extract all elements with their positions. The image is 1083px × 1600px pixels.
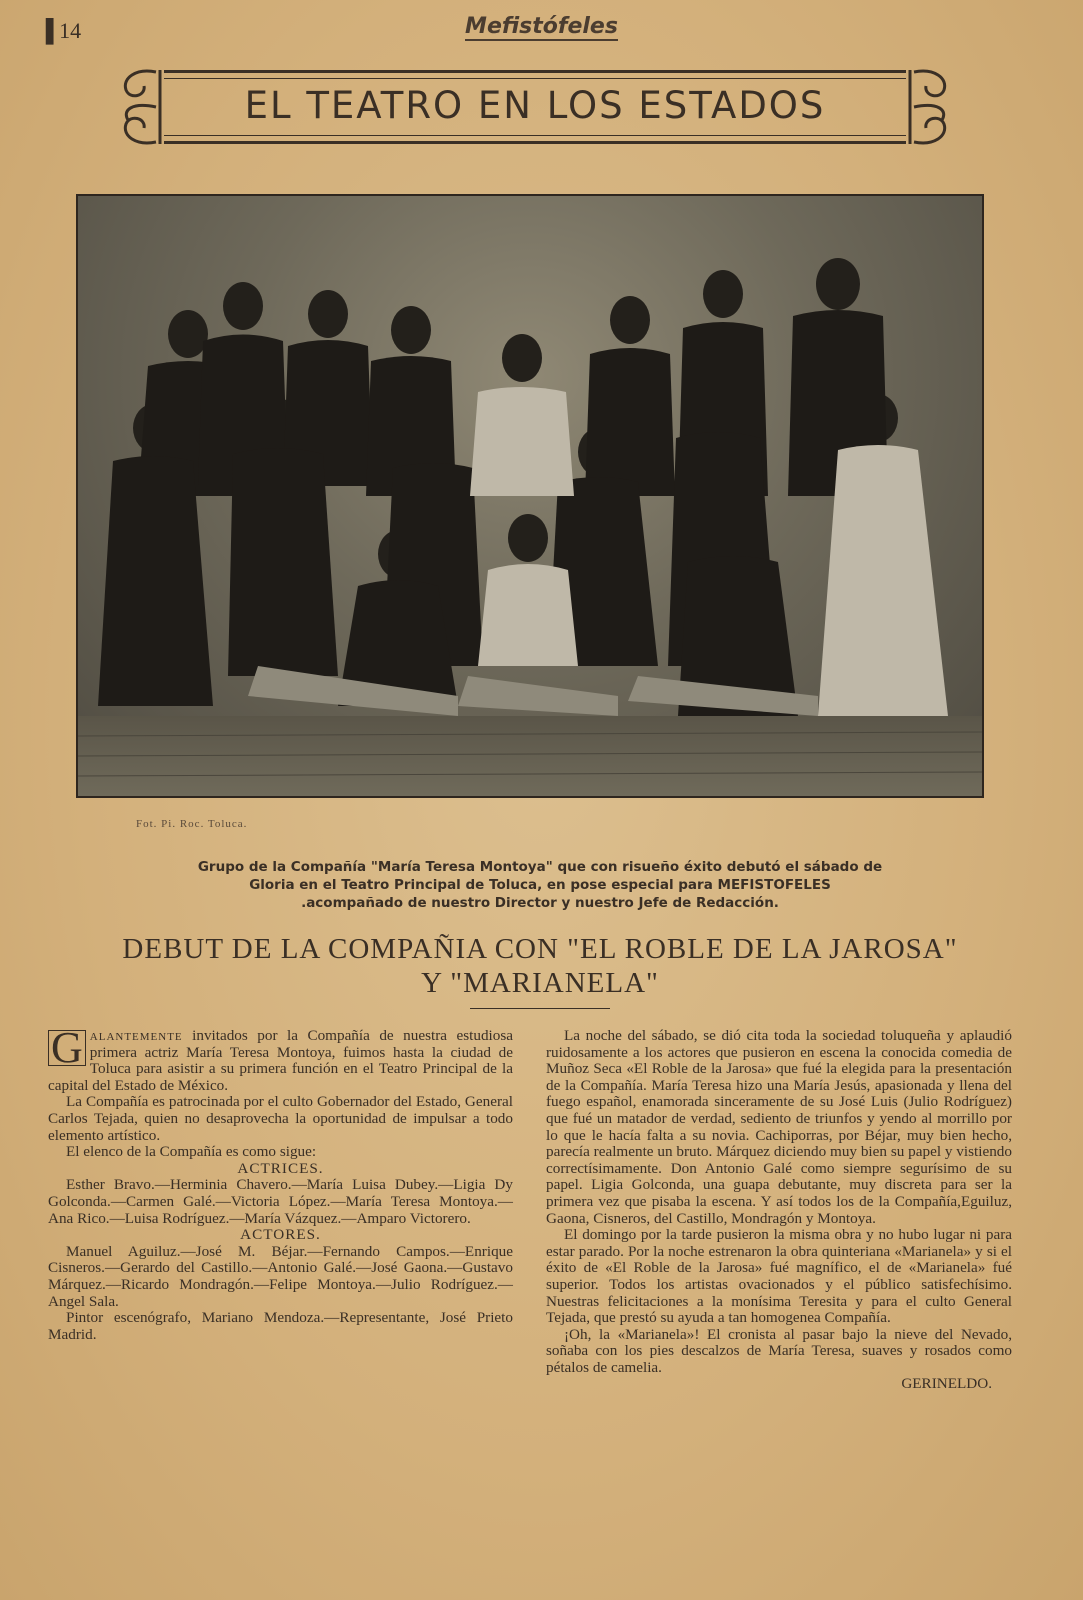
masthead <box>0 14 1083 39</box>
headline-line: Y "MARIANELA" <box>421 967 659 999</box>
article-paragraph: El domingo por la tarde pusieron la misma obra y no hubo lugar ni para estar parado. Por la noche estrenaron la obra quinteriana «Marianela» y si el éxito de «El Roble de la Jarosa» fué magnífico, el de «Marianela» fué superior. Todos los artistas ovacionados y el público satisfechísimo. Nuestras felicitaciones a la monísima Teresita y para el culto General Tejada, que prestó su ayuda a tan homogenea Compañía. <box>546 1226 1012 1327</box>
drop-cap: G <box>48 1030 86 1066</box>
article-paragraph: El elenco de la Compañía es como sigue: <box>66 1143 317 1161</box>
group-photograph <box>76 194 984 798</box>
cast-list-actresses: Esther Bravo.—Herminia Chavero.—María Luisa Dubey.—Ligia Dy Golconda.—Carmen Galé.—Victoria López.—María Teresa Montoya.—Ana Rico.—Luisa Rodríguez.—María Vázquez.—Amparo Victorero. <box>48 1176 513 1227</box>
article-paragraph <box>48 1023 513 1094</box>
cast-list-actors: Manuel Aguiluz.—José M. Béjar.—Fernando Campos.—Enrique Cisneros.—Gerardo del Castillo.—Antonio Galé.—José Gaona.—Gustavo Márquez.—Ricardo Mondragón.—Felipe Montoya.—Julio Rodríguez.—Angel Sala. <box>48 1242 513 1310</box>
section-banner <box>116 66 954 148</box>
page-number-text: 14 <box>59 18 82 43</box>
article-paragraph: ¡Oh, la «Marianela»! El cronista al pasar bajo la nieve del Nevado, soñaba con los pies descalzos de María Teresa, suaves y rosados como pétalos de camelia. <box>546 1325 1012 1376</box>
caption-line: Gloria en el Teatro Principal de Toluca, en pose especial para MEFISTOFELES <box>249 877 831 893</box>
staff-paragraph: Pintor escenógrafo, Mariano Mendoza.—Representante, José Prieto Madrid. <box>48 1309 513 1343</box>
article-paragraph: La noche del sábado, se dió cita toda la sociedad toluqueña y aplaudió ruidosamente a los actores que pusieron en escena la conocida comedia de Muñoz Seca «El Roble de la Jarosa» que fué la elegida para la presentación de la Compañía. María Teresa hizo una María Jesús, apasionada y llena del fuego español, enamorada sinceramente de su José Luis (Julio Rodríguez) que fué un matador de verdad, sediento de triunfos y yendo al morrillo por lo que le hacía falta a su novia. Cachiporras, por Béjar, muy bien hecho, parecía realmente un bruto. Márquez diciendo muy bien su papel y vistiendo correctísimamente. Don Antonio Galé como siempre segurísimo de su papel. Ligia Golconda, una guapa debutante, muy discreta para ser la primera vez que pisaba la escena. Y así todos los de la Compañía,Eguiluz, Gaona, Cisneros, del Castillo, Mondragón y Montoya. <box>546 1027 1012 1227</box>
author-signature: GERINELDO. <box>901 1375 992 1393</box>
headline-line: DEBUT DE LA COMPAÑIA CON "EL ROBLE DE LA JAROSA" <box>122 933 958 965</box>
article-column-left <box>48 1023 513 1343</box>
caption-line: .acompañado de nuestro Director y nuestro Jefe de Redacción. <box>301 895 779 911</box>
caption-line: Grupo de la Compañía "María Teresa Montoya" que con risueño éxito debutó el sábado de <box>197 859 883 875</box>
cast-heading-actresses: ACTRICES. <box>237 1159 324 1177</box>
paragraph-text: invitados por la Compañía de nuestra estudiosa primera actriz María Teresa Montoya, fuimos hasta la ciudad de Toluca para asistir a su primera función en el Teatro Principal de la capital del Estado de México. <box>48 1027 513 1094</box>
section-title: EL TEATRO EN LOS ESTADOS <box>244 84 826 127</box>
photo-caption <box>70 858 1010 912</box>
scroll-ornament-icon <box>906 66 954 148</box>
photograph-image <box>78 196 982 796</box>
photo-credit: Fot. Pi. Roc. Toluca. <box>136 818 248 830</box>
lead-word: alantemente <box>89 1027 183 1044</box>
cast-heading-actors: ACTORES. <box>240 1226 321 1244</box>
article-headline <box>40 932 1040 1000</box>
article-paragraph: La Compañía es patrocinada por el culto Gobernador del Estado, General Carlos Tejada, quien no desaprovecha la oportunidad de impulsar a todo elemento artístico. <box>48 1093 513 1144</box>
headline-rule <box>470 1008 610 1009</box>
masthead-text: Mefistófeles <box>465 14 618 39</box>
page-mark-icon: ▐ <box>38 18 54 43</box>
article-column-right <box>546 1028 1012 1393</box>
